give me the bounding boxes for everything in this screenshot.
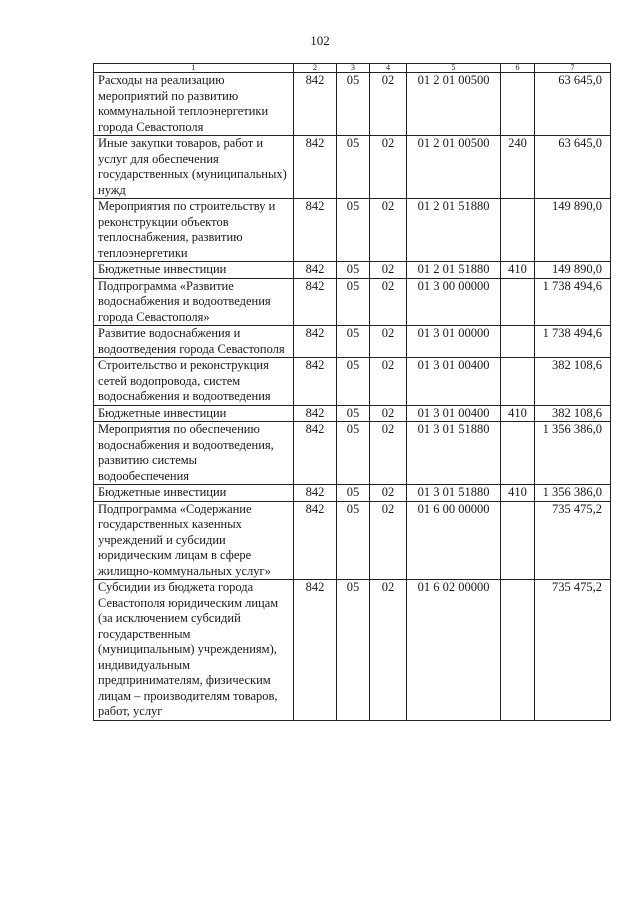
row-section: 05: [337, 422, 370, 485]
header-col-4: 4: [370, 64, 407, 73]
row-target-code: 01 2 01 51880: [407, 262, 501, 279]
table-row: [94, 405, 611, 422]
row-expense-type: [501, 199, 535, 262]
row-target-code: 01 3 01 51880: [407, 485, 501, 502]
row-section: 05: [337, 136, 370, 199]
row-grbs: 842: [294, 326, 337, 358]
row-amount: 149 890,0: [535, 199, 611, 262]
row-grbs: 842: [294, 422, 337, 485]
row-name: Иные закупки товаров, работ и услуг для обеспечения государственных (муниципальных) нужд: [94, 136, 294, 199]
row-target-code: 01 2 01 00500: [407, 73, 501, 136]
row-expense-type: [501, 326, 535, 358]
row-grbs: 842: [294, 580, 337, 721]
table-row: [94, 326, 611, 358]
row-expense-type: [501, 501, 535, 580]
row-section: 05: [337, 326, 370, 358]
table-row: [94, 580, 611, 721]
row-section: 05: [337, 278, 370, 326]
row-name: Расходы на реализацию мероприятий по развитию коммунальной теплоэнергетики города Севастополя: [94, 73, 294, 136]
table-row: [94, 501, 611, 580]
row-target-code: 01 2 01 00500: [407, 136, 501, 199]
row-target-code: 01 3 01 00400: [407, 358, 501, 406]
row-section: 05: [337, 199, 370, 262]
row-name: Строительство и реконструкция сетей водопровода, систем водоснабжения и водоотведения: [94, 358, 294, 406]
row-expense-type: 410: [501, 405, 535, 422]
row-subsection: 02: [370, 73, 407, 136]
row-subsection: 02: [370, 501, 407, 580]
row-expense-type: [501, 422, 535, 485]
row-target-code: 01 3 01 00400: [407, 405, 501, 422]
row-amount: 149 890,0: [535, 262, 611, 279]
table-row: [94, 485, 611, 502]
row-grbs: 842: [294, 405, 337, 422]
row-expense-type: [501, 358, 535, 406]
row-target-code: 01 3 01 51880: [407, 422, 501, 485]
row-section: 05: [337, 262, 370, 279]
row-subsection: 02: [370, 136, 407, 199]
page-number: 102: [310, 33, 330, 48]
row-target-code: 01 6 02 00000: [407, 580, 501, 721]
row-grbs: 842: [294, 358, 337, 406]
row-name: Субсидии из бюджета города Севастополя юридическим лицам (за исключением субсидий государственным (муниципальным) учреждениям), индивидуальным предпринимателям, физическим лицам – производителям товаров, работ, услуг: [94, 580, 294, 721]
row-amount: 735 475,2: [535, 580, 611, 721]
table-row: [94, 73, 611, 136]
row-subsection: 02: [370, 199, 407, 262]
header-col-2: 2: [294, 64, 337, 73]
row-subsection: 02: [370, 405, 407, 422]
table-row: [94, 136, 611, 199]
row-section: 05: [337, 73, 370, 136]
row-amount: 382 108,6: [535, 358, 611, 406]
row-name: Бюджетные инвестиции: [94, 262, 294, 279]
row-section: 05: [337, 580, 370, 721]
row-name: Бюджетные инвестиции: [94, 405, 294, 422]
row-grbs: 842: [294, 278, 337, 326]
row-target-code: 01 6 00 00000: [407, 501, 501, 580]
header-col-7: 7: [535, 64, 611, 73]
row-expense-type: 410: [501, 485, 535, 502]
row-subsection: 02: [370, 326, 407, 358]
row-amount: 63 645,0: [535, 73, 611, 136]
row-target-code: 01 2 01 51880: [407, 199, 501, 262]
row-name: Подпрограмма «Содержание государственных казенных учреждений и субсидии юридическим лицам в сфере жилищно-коммунальных услуг»: [94, 501, 294, 580]
row-amount: 63 645,0: [535, 136, 611, 199]
row-subsection: 02: [370, 358, 407, 406]
row-expense-type: [501, 73, 535, 136]
header-col-3: 3: [337, 64, 370, 73]
row-name: Развитие водоснабжения и водоотведения города Севастополя: [94, 326, 294, 358]
header-col-1: 1: [94, 64, 294, 73]
row-name: Мероприятия по строительству и реконструкции объектов теплоснабжения, развитию теплоэнергетики: [94, 199, 294, 262]
row-expense-type: 410: [501, 262, 535, 279]
row-subsection: 02: [370, 262, 407, 279]
row-target-code: 01 3 00 00000: [407, 278, 501, 326]
row-expense-type: 240: [501, 136, 535, 199]
row-name: Мероприятия по обеспечению водоснабжения и водоотведения, развитию системы водообеспечения: [94, 422, 294, 485]
row-grbs: 842: [294, 136, 337, 199]
row-section: 05: [337, 501, 370, 580]
table-row: [94, 262, 611, 279]
header-col-5: 5: [407, 64, 501, 73]
row-amount: 735 475,2: [535, 501, 611, 580]
row-name: Бюджетные инвестиции: [94, 485, 294, 502]
row-amount: 1 356 386,0: [535, 422, 611, 485]
row-subsection: 02: [370, 422, 407, 485]
row-amount: 382 108,6: [535, 405, 611, 422]
row-target-code: 01 3 01 00000: [407, 326, 501, 358]
table-row: [94, 278, 611, 326]
row-section: 05: [337, 405, 370, 422]
row-grbs: 842: [294, 262, 337, 279]
header-row: [94, 64, 611, 73]
row-grbs: 842: [294, 73, 337, 136]
row-expense-type: [501, 580, 535, 721]
table-row: [94, 358, 611, 406]
row-subsection: 02: [370, 485, 407, 502]
row-grbs: 842: [294, 485, 337, 502]
row-section: 05: [337, 358, 370, 406]
header-col-6: 6: [501, 64, 535, 73]
row-amount: 1 738 494,6: [535, 326, 611, 358]
row-amount: 1 356 386,0: [535, 485, 611, 502]
row-subsection: 02: [370, 580, 407, 721]
row-subsection: 02: [370, 278, 407, 326]
row-amount: 1 738 494,6: [535, 278, 611, 326]
row-expense-type: [501, 278, 535, 326]
row-name: Подпрограмма «Развитие водоснабжения и водоотведения города Севастополя»: [94, 278, 294, 326]
budget-table: [93, 63, 611, 721]
table-row: [94, 422, 611, 485]
table-row: [94, 199, 611, 262]
row-grbs: 842: [294, 199, 337, 262]
row-grbs: 842: [294, 501, 337, 580]
row-section: 05: [337, 485, 370, 502]
